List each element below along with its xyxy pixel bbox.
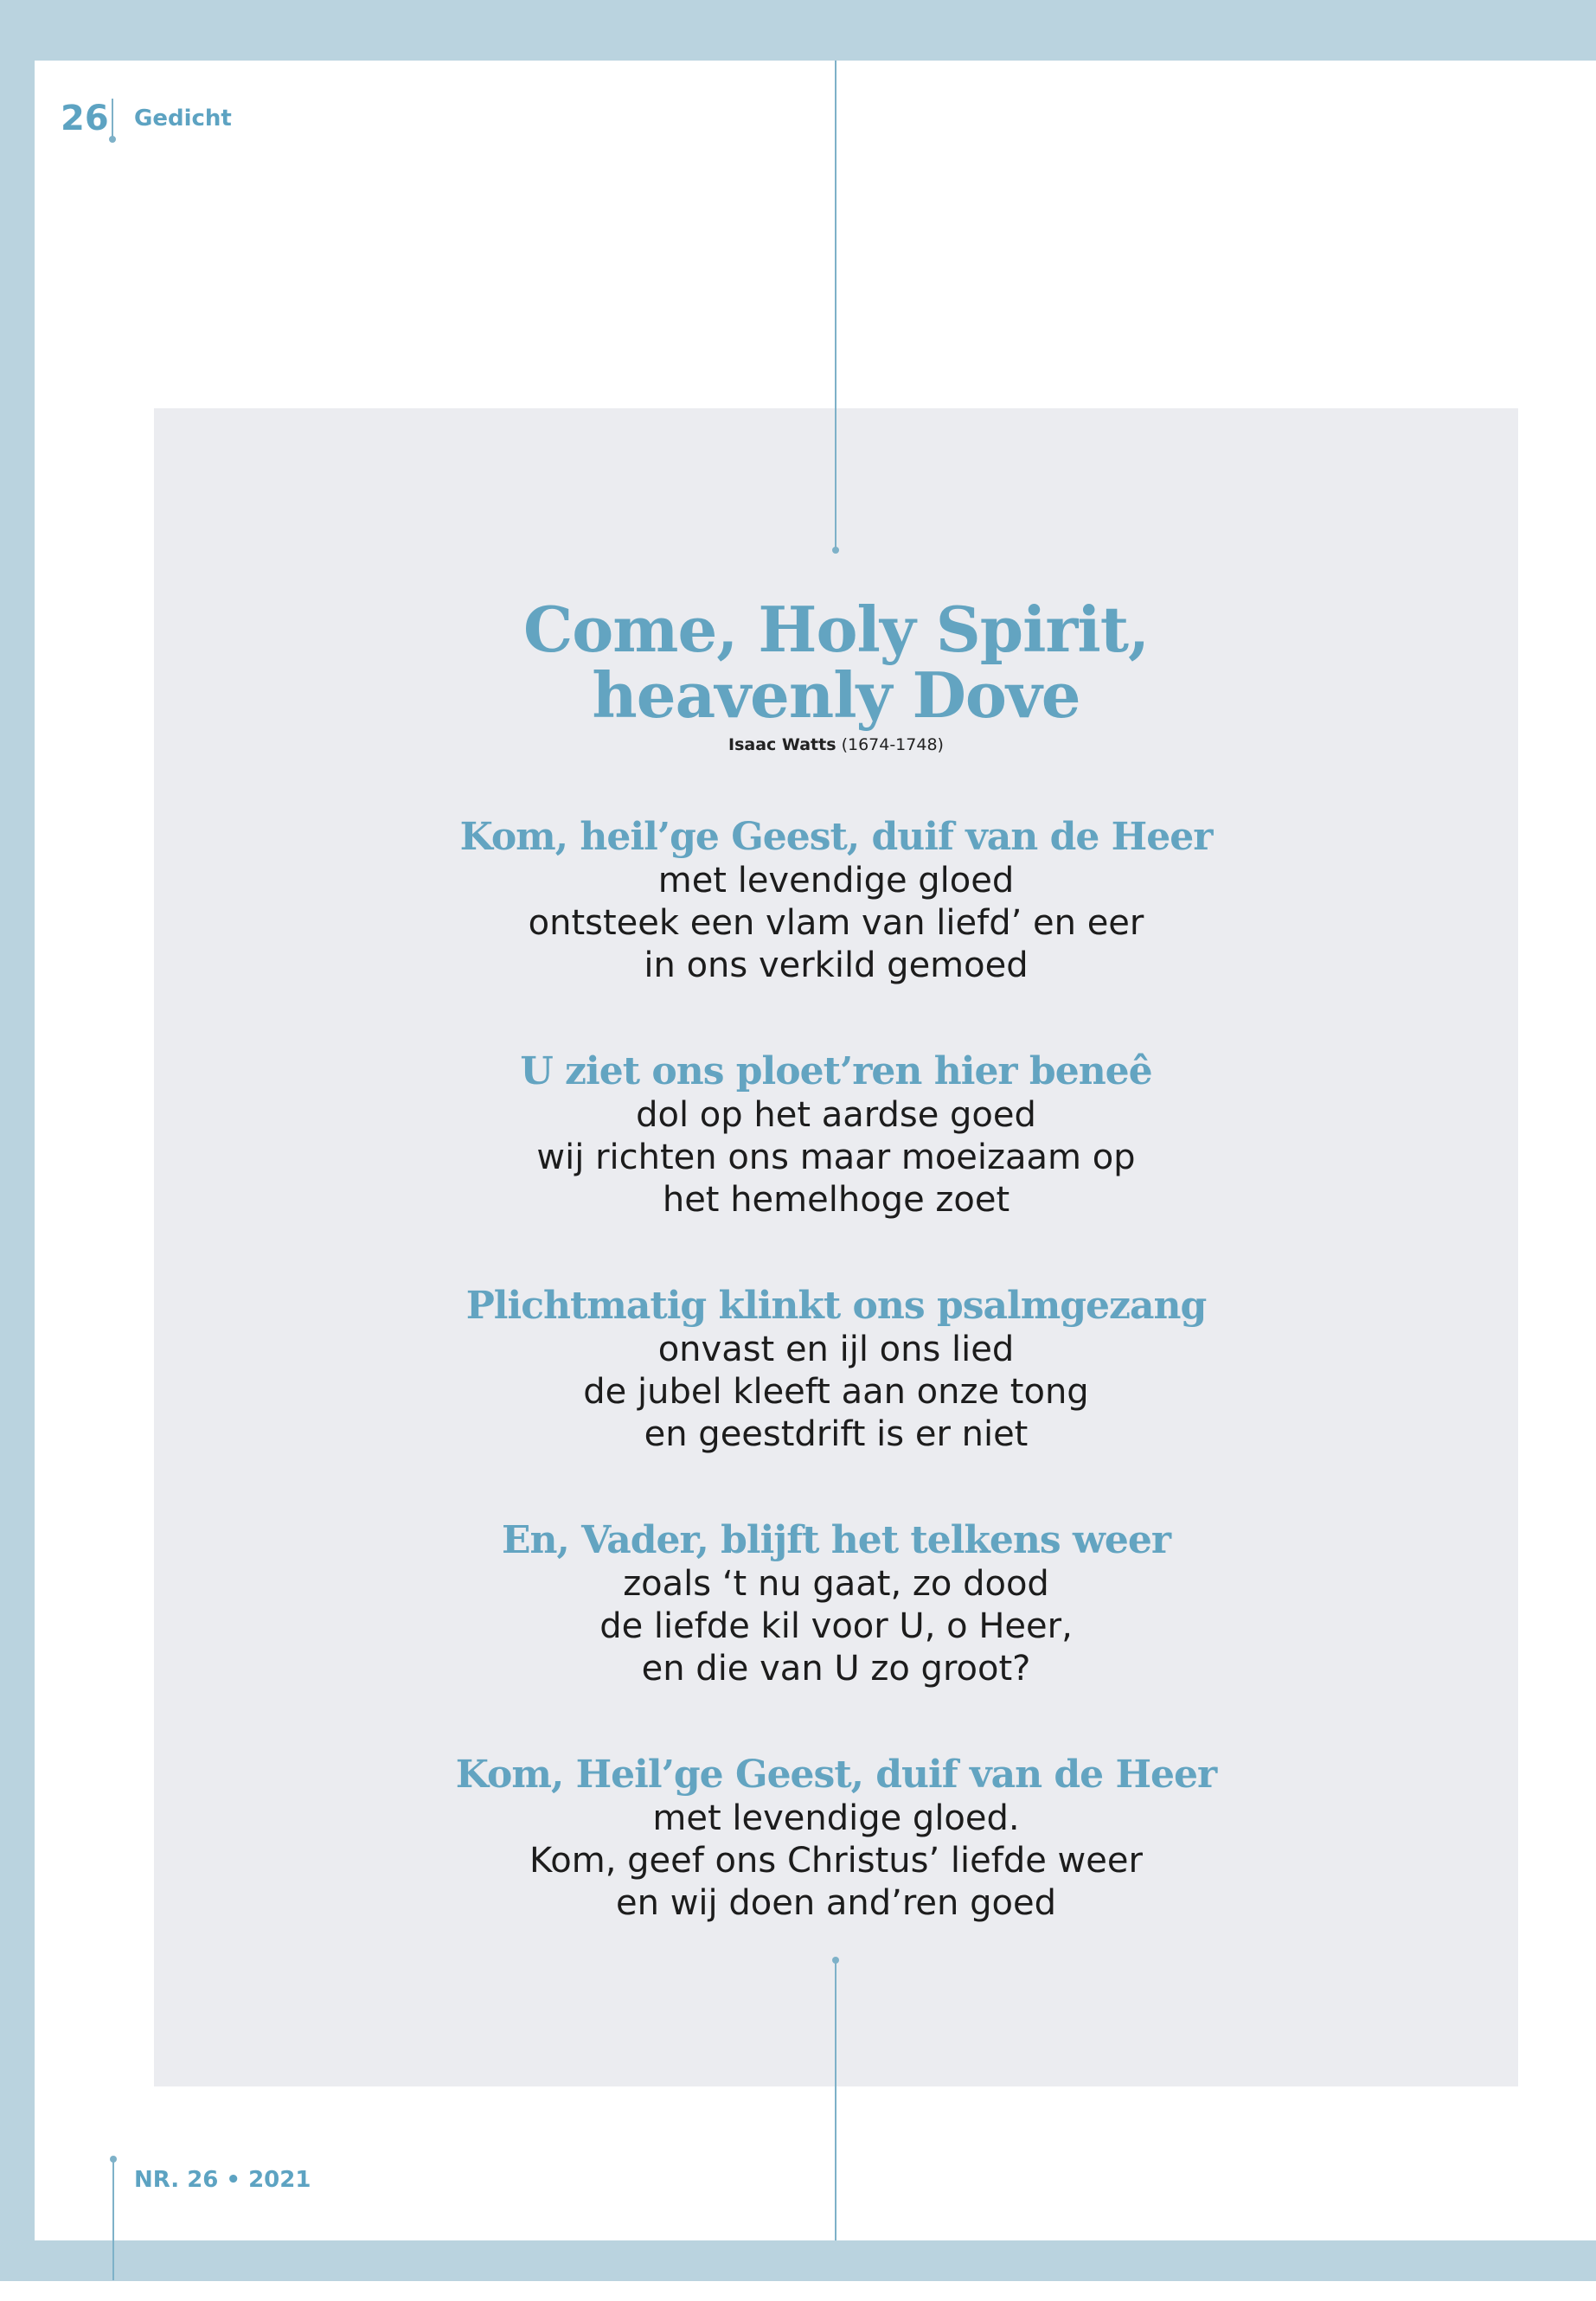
stanza-line: ontsteek een vlam van liefd’ en eer xyxy=(528,903,1144,943)
stanza-line: onvast en ijl ons lied xyxy=(657,1330,1015,1369)
footer-rule xyxy=(112,2159,114,2280)
top-center-rule xyxy=(835,61,836,550)
frame-top xyxy=(0,0,1596,61)
poem-author xyxy=(154,735,1518,754)
frame-bottom-strip xyxy=(0,2281,1596,2301)
stanza-line: met levendige gloed. xyxy=(652,1798,1020,1838)
frame-bottom xyxy=(0,2240,1596,2281)
stanza-3 xyxy=(154,1284,1518,1456)
header-divider xyxy=(112,99,113,140)
stanza-line: het hemelhoge zoet xyxy=(662,1180,1010,1220)
stanza-line: dol op het aardse goed xyxy=(636,1095,1036,1135)
poem-title-line-2: heavenly Dove xyxy=(592,658,1080,732)
top-center-rule-dot xyxy=(832,547,839,554)
bottom-center-rule xyxy=(835,1960,836,2240)
stanza-1 xyxy=(154,815,1518,987)
stanza-2 xyxy=(154,1049,1518,1221)
header-divider-dot xyxy=(109,136,116,143)
stanza-line: en geestdrift is er niet xyxy=(644,1414,1029,1454)
stanza-line: de jubel kleeft aan onze tong xyxy=(583,1372,1089,1412)
stanza-heading: En, Vader, blijft het telkens weer xyxy=(501,1518,1171,1562)
issue-label: NR. 26 • 2021 xyxy=(134,2167,311,2193)
stanza-line: en die van U zo groot? xyxy=(641,1649,1031,1689)
stanza-heading: U ziet ons ploet’ren hier beneê xyxy=(520,1049,1152,1093)
stanza-5 xyxy=(154,1753,1518,1925)
section-label: Gedicht xyxy=(134,106,232,131)
stanza-line: zoals ‘t nu gaat, zo dood xyxy=(623,1564,1049,1604)
stanza-line: in ons verkild gemoed xyxy=(644,945,1029,985)
stanza-line: wij richten ons maar moeizaam op xyxy=(536,1138,1136,1177)
stanza-4 xyxy=(154,1518,1518,1690)
stanzas xyxy=(154,815,1518,1925)
stanza-heading: Kom, heil’ge Geest, duif van de Heer xyxy=(459,815,1213,859)
author-name: Isaac Watts xyxy=(728,735,836,754)
stanza-line: en wij doen and’ren goed xyxy=(616,1883,1056,1923)
stanza-line: met levendige gloed xyxy=(657,861,1015,901)
poem-title xyxy=(154,593,1518,732)
poem-title-line-1: Come, Holy Spirit, xyxy=(522,593,1150,666)
frame-left xyxy=(0,0,35,2301)
author-years: (1674-1748) xyxy=(841,735,944,754)
stanza-heading: Kom, Heil’ge Geest, duif van de Heer xyxy=(455,1753,1217,1797)
stanza-line: Kom, geef ons Christus’ liefde weer xyxy=(529,1841,1143,1881)
poem xyxy=(154,593,1518,1925)
stanza-heading: Plichtmatig klinkt ons psalmgezang xyxy=(465,1284,1207,1328)
stanza-line: de liefde kil voor U, o Heer, xyxy=(599,1606,1073,1646)
page-number: 26 xyxy=(61,99,109,138)
